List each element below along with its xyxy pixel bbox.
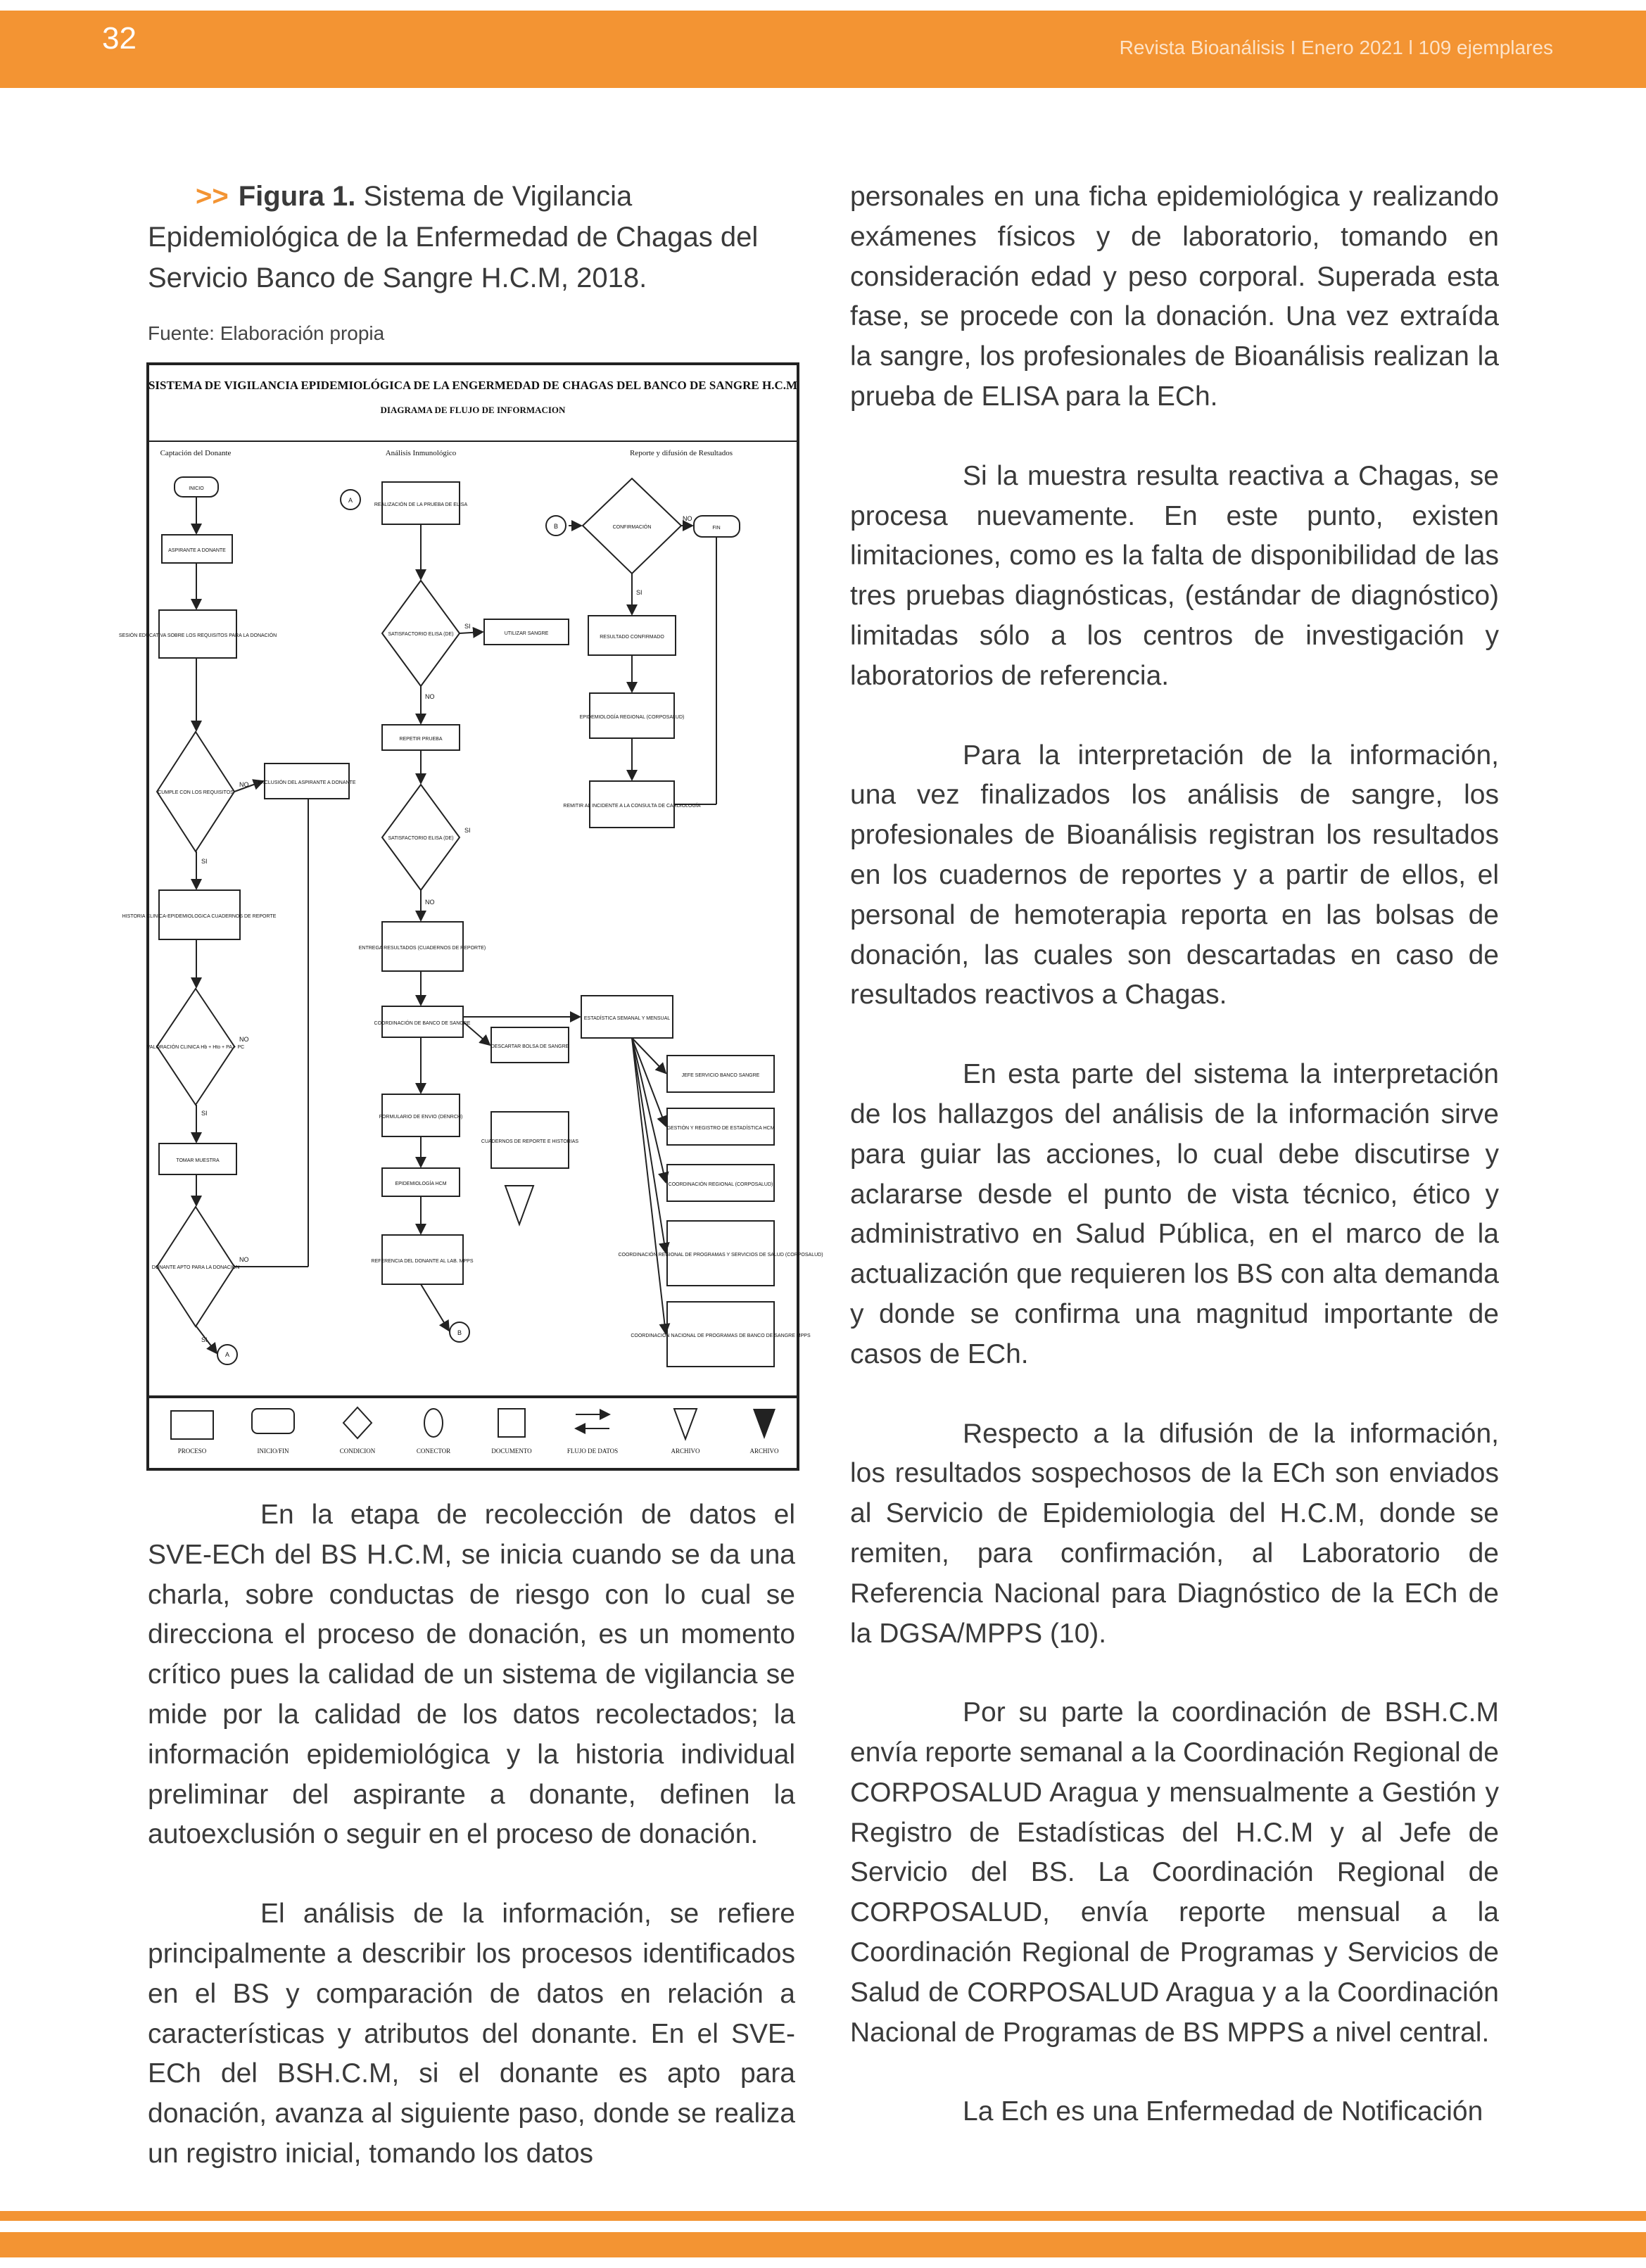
flowchart-figure xyxy=(118,362,823,1471)
node-descartar: DESCARTAR BOLSA DE SANGRE xyxy=(490,1044,569,1049)
node-apto: DONANTE APTO PARA LA DONACIÓN xyxy=(151,1265,240,1270)
node-fin: FIN xyxy=(712,526,721,531)
node-sesion: SESIÓN EDUCATIVA SOBRE LOS REQUISITOS PARA LA DONACIÓN xyxy=(118,633,277,638)
node-epid-regional: EPIDEMIOLOGÍA REGIONAL (CORPOSALUD) xyxy=(579,715,685,720)
paragraph: Si la muestra resulta reactiva a Chagas, se procesa nuevamente. En este punto, existen limitaciones, como es la falta de disponibilidad de las tres pruebas diagnósticas, (estándar de diagnóstico) limitadas sólo a los centros de investigación y laboratorios de referencia. xyxy=(850,460,1499,691)
lane-label: Captación del Donante xyxy=(160,449,232,457)
node-sat1: SATISFACTORIO ELISA (DE) xyxy=(388,632,454,637)
edge-no: NO xyxy=(425,693,435,700)
node-utilizar: UTILIZAR SANGRE xyxy=(504,631,549,636)
lane-label: Reporte y difusión de Resultados xyxy=(629,449,733,457)
node-formulario: FORMULARIO DE ENVIO (DENRCH) xyxy=(379,1115,463,1120)
node-aspirante: ASPIRANTE A DONANTE xyxy=(168,548,226,553)
node-estadistica: ESTADÍSTICA SEMANAL Y MENSUAL xyxy=(583,1016,671,1021)
legend-label: CONECTOR xyxy=(416,1447,451,1455)
paragraph: Para la interpretación de la información, una vez finalizados los análisis de sangre, los profesionales de Bioanálisis registran los resultados en los cuadernos de reportes y a partir de ellos, el personal de hemoterapia reporta en las bolsas de donación, las cuales son descartadas en caso de resultados reactivos a Chagas. xyxy=(850,740,1499,1011)
edge-no: NO xyxy=(239,1036,249,1043)
diagram-subtitle: DIAGRAMA DE FLUJO DE INFORMACION xyxy=(380,405,566,415)
edge-si: SI xyxy=(636,589,642,596)
connector-b: B xyxy=(553,523,559,530)
legend-label: ARCHIVO xyxy=(749,1447,779,1455)
footer-bar xyxy=(0,2232,1646,2257)
diagram-title: SISTEMA DE VIGILANCIA EPIDEMIOLÓGICA DE LA ENGERMEDAD DE CHAGAS DEL BANCO DE SANGRE H.C.M xyxy=(148,379,798,392)
node-coord-nacional: COORDINACIÓN NACIONAL DE PROGRAMAS DE BANCO DE SANGRE MPPS xyxy=(631,1333,811,1338)
connector-b: B xyxy=(457,1329,462,1336)
paragraph: Por su parte la coordinación de BSH.C.M envía reporte semanal a la Coordinación Regional de CORPOSALUD Aragua y mensualmente a Gestión y Registro de Estadísticas del H.C.M y al Jefe de Servicio del BS. La Coordinación Regional de CORPOSALUD, envía reporte mensual a la Coordinación Regional de Programas y Servicios de Salud de CORPOSALUD Aragua y a la Coordinación Nacional de Programas de BS MPPS a nivel central. xyxy=(850,1697,1499,2048)
paragraph: El análisis de la información, se refiere principalmente a describir los procesos identificados en el BS y comparación de datos en relación a características y atributos del donante. En el SVE-ECh del BSH.C.M, si el donante es apto para donación, avanza al siguiente paso, donde se realiza un registro inicial, tomando los datos xyxy=(148,1899,795,2169)
node-tomar: TOMAR MUESTRA xyxy=(176,1158,220,1163)
edge-no: NO xyxy=(239,1256,249,1263)
legend-label: DOCUMENTO xyxy=(491,1447,532,1455)
node-resultado: RESULTADO CONFIRMADO xyxy=(600,635,664,640)
edge-si: SI xyxy=(201,858,208,865)
node-confirmacion: CONFIRMACIÓN xyxy=(612,525,652,530)
footer-rule xyxy=(0,2211,1646,2221)
paragraph: Respecto a la difusión de la información, los resultados sospechosos de la ECh son enviados al Servicio de Epidemiologia del H.C.M, donde se remiten, para confirmación, al Laboratorio de Referencia Nacional para Diagnóstico de la ECh de la DGSA/MPPS (10). xyxy=(850,1418,1499,1649)
edge-no: NO xyxy=(683,515,692,522)
node-inicio: INICIO xyxy=(189,486,204,491)
edge-si: SI xyxy=(201,1110,208,1117)
node-realizacion: REALIZACIÓN DE LA PRUEBA DE ELISA xyxy=(374,502,468,507)
legend-label: PROCESO xyxy=(177,1447,207,1455)
paragraph: En la etapa de recolección de datos el SVE-ECh del BS H.C.M, se inicia cuando se da una charla, sobre conductas de riesgo con lo cual se direcciona el proceso de donación, es un momento crítico pues la calidad de un sistema de vigilancia se mide por la calidad de los datos recolectados; la información epidemiológica y la historia individual preliminar del aspirante a donante, definen la autoexclusión o seguir en el proceso de donación. xyxy=(148,1500,795,1850)
node-cuadernos: CUADERNOS DE REPORTE E HISTORIAS xyxy=(481,1139,579,1144)
figure-caption-text: Sistema de Vigilancia Epidemiológica de la Enfermedad de Chagas del Servicio Banco de Sangre H.C.M, 2018. xyxy=(148,181,759,293)
connector-a: A xyxy=(224,1351,230,1358)
edge-si: SI xyxy=(464,623,471,630)
node-jefe: JEFE SERVICIO BANCO SANGRE xyxy=(681,1073,760,1078)
node-remitir: REMITIR AL INCIDENTE A LA CONSULTA DE CARDIOLOGÍA xyxy=(563,804,701,809)
paragraph: En esta parte del sistema la interpretación de los hallazgos del análisis de la información sirve para guiar las acciones, lo cual debe discutirse y aclararse desde el punto de vista técnico, ético y administrativo en Salud Pública, en el marco de la actualización que requieren los BS con alta demanda y donde se confirma una magnitud importante de casos de ECh. xyxy=(850,1059,1499,1369)
node-coord-prog: COORDINACIÓN REGIONAL DE PROGRAMAS Y SERVICIOS DE SALUD (CORPOSALUD) xyxy=(618,1253,823,1257)
figure-source: Fuente: Elaboración propia xyxy=(148,322,385,344)
node-repetir: REPETIR PRUEBA xyxy=(399,737,443,742)
node-sat2: SATISFACTORIO ELISA (DE) xyxy=(388,836,454,841)
node-valoracion: VALORACIÓN CLINICA Hb + Hto + PA + PC xyxy=(146,1045,245,1050)
node-coord-regional: COORDINACIÓN REGIONAL (CORPOSALUD) xyxy=(668,1182,773,1187)
legend-label: ARCHIVO xyxy=(671,1447,700,1455)
caption-arrows-icon: >> xyxy=(196,181,229,212)
paragraph: personales en una ficha epidemiológica y realizando exámenes físicos y de laboratorio, tomando en consideración edad y peso corporal. Superada esta fase, se procede con la donación. Una vez extraída la sangre, los profesionales de Bioanálisis realizan la prueba de ELISA para la ECh. xyxy=(850,182,1499,412)
legend-label: FLUJO DE DATOS xyxy=(566,1447,619,1455)
lane-label: Análisis Inmunológico xyxy=(385,449,457,457)
running-head: Revista Bioanálisis I Enero 2021 l 109 ejemplares xyxy=(1119,37,1553,58)
node-historia: HISTORIA CLINICA-EPIDEMIOLOGICA CUADERNOS DE REPORTE xyxy=(122,914,277,919)
node-cumple: CUMPLE CON LOS REQUISITOS xyxy=(158,790,234,795)
figure-caption xyxy=(148,176,795,298)
edge-no: NO xyxy=(425,899,435,906)
connector-a: A xyxy=(348,497,353,504)
edge-si: SI xyxy=(464,827,471,834)
node-epid-hcm: EPIDEMIOLOGÍA HCM xyxy=(395,1181,447,1186)
paragraph: La Ech es una Enfermedad de Notificación xyxy=(963,2096,1483,2127)
figure-label: Figura 1. xyxy=(238,181,356,212)
left-column xyxy=(148,1495,795,2214)
node-exclusion: EXCLUSIÓN DEL ASPIRANTE A DONANTE xyxy=(258,780,356,785)
node-coord-banco: COORDINACIÓN DE BANCO DE SANGRE xyxy=(374,1021,471,1026)
legend-label: INICIO/FIN xyxy=(257,1447,289,1455)
node-gestion: GESTIÓN Y REGISTRO DE ESTADÍSTICA HCM xyxy=(666,1126,775,1131)
edge-no: NO xyxy=(239,781,249,788)
legend-label: CONDICION xyxy=(339,1447,376,1455)
node-referencia: REFERENCIA DEL DONANTE AL LAB. MPPS xyxy=(371,1259,474,1264)
right-column xyxy=(850,177,1499,2172)
node-entrega: ENTREGA RESULTADOS (CUADERNOS DE REPORTE) xyxy=(358,946,486,951)
page-number: 32 xyxy=(102,21,137,56)
edge-si: SI xyxy=(201,1336,208,1343)
